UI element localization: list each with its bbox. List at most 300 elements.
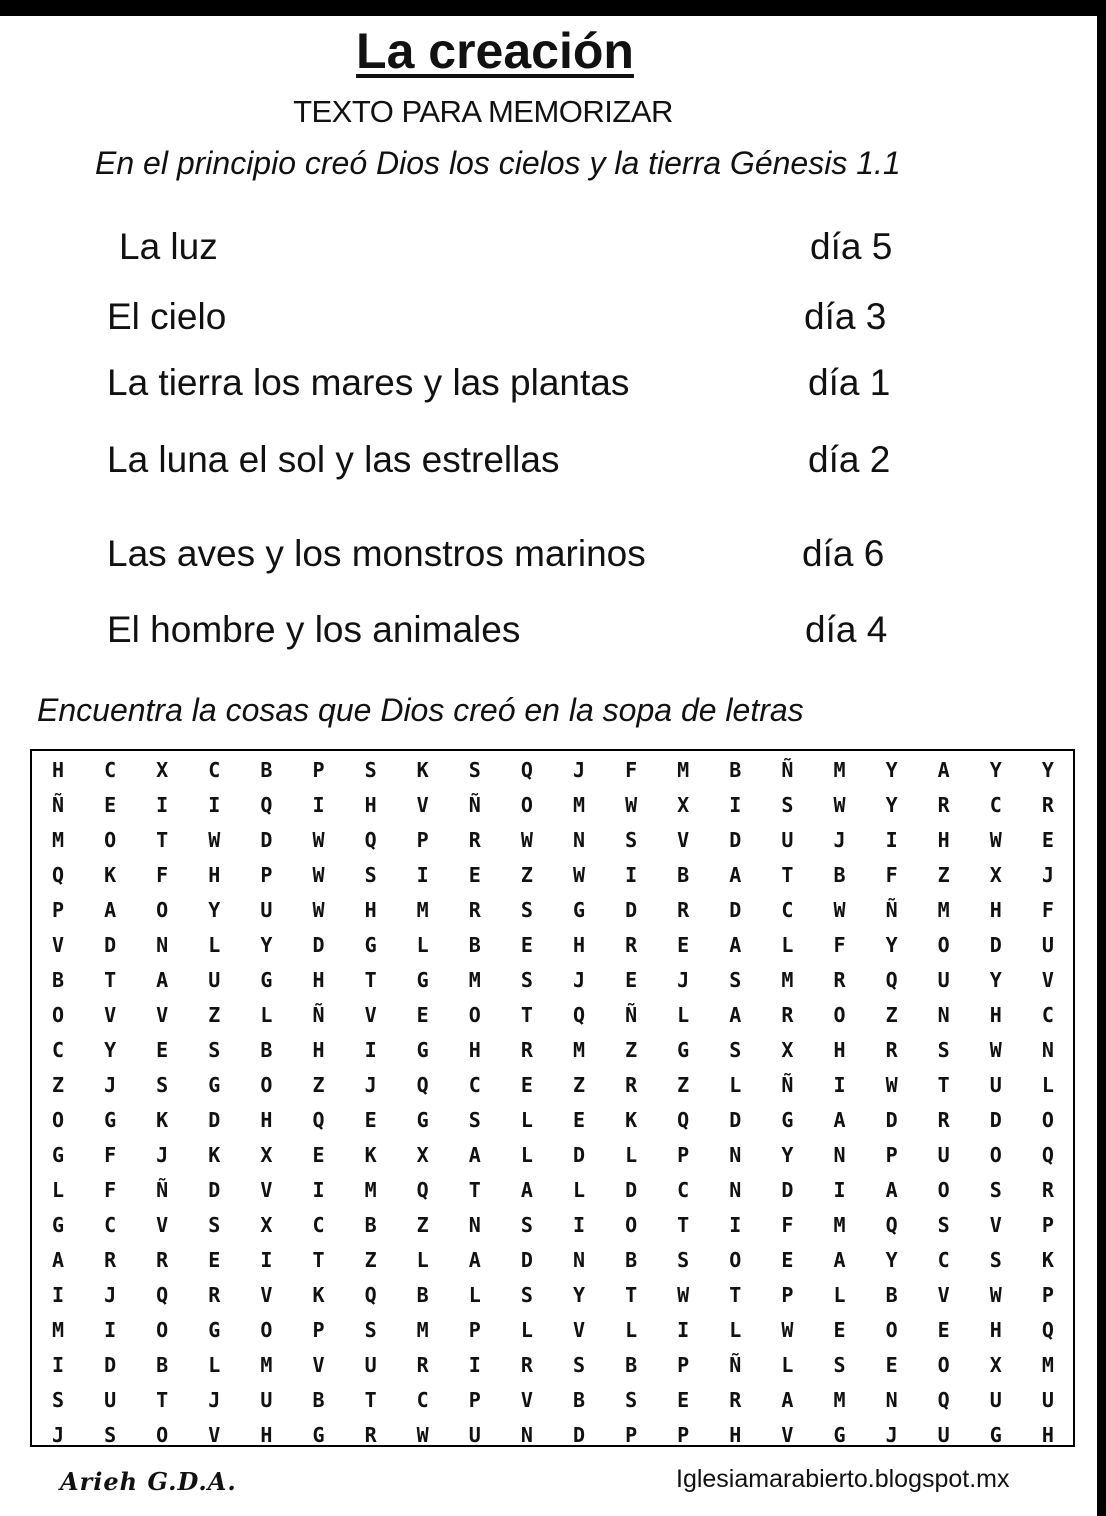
grid-letter: Y: [989, 968, 1002, 992]
grid-letter: H: [833, 1038, 846, 1062]
grid-letter: E: [625, 968, 638, 992]
grid-letter: W: [312, 828, 325, 852]
grid-letter: E: [885, 1353, 898, 1377]
grid-letter: J: [572, 968, 586, 992]
grid-letter: A: [468, 1143, 481, 1167]
grid-letter: Ñ: [625, 1003, 638, 1027]
grid-letter: G: [989, 1423, 1002, 1447]
grid-letter: I: [885, 828, 898, 852]
grid-row: [32, 753, 1073, 788]
grid-letter: H: [937, 828, 950, 852]
grid-letter: H: [51, 758, 65, 782]
grid-letter: M: [833, 758, 846, 782]
grid-letter: D: [104, 933, 117, 957]
grid-letter: Q: [416, 1073, 429, 1097]
grid-letter: B: [260, 1038, 273, 1062]
grid-letter: E: [833, 1318, 846, 1342]
grid-letter: J: [156, 1143, 169, 1167]
grid-letter: S: [833, 1353, 846, 1377]
grid-letter: S: [468, 758, 481, 782]
grid-letter: A: [520, 1178, 533, 1202]
grid-letter: H: [468, 1038, 481, 1062]
grid-letter: C: [312, 1213, 325, 1237]
grid-letter: X: [677, 793, 690, 817]
grid-letter: G: [51, 1213, 65, 1237]
grid-letter: C: [416, 1388, 429, 1412]
grid-letter: A: [104, 898, 117, 922]
grid-letter: A: [729, 863, 742, 887]
grid-letter: R: [468, 898, 481, 922]
grid-letter: B: [364, 1213, 377, 1237]
grid-letter: O: [468, 1003, 481, 1027]
grid-letter: F: [625, 758, 638, 782]
grid-letter: I: [51, 1353, 65, 1377]
grid-letter: Z: [572, 1073, 586, 1097]
match-row: [0, 609, 1106, 653]
grid-letter: G: [51, 1143, 65, 1167]
grid-letter: C: [51, 1038, 65, 1062]
grid-letter: C: [104, 1213, 117, 1237]
grid-letter: H: [989, 1003, 1002, 1027]
grid-letter: S: [208, 1038, 221, 1062]
grid-row: [32, 928, 1073, 963]
grid-letter: S: [937, 1038, 950, 1062]
grid-letter: R: [781, 1003, 794, 1027]
grid-letter: M: [781, 968, 794, 992]
grid-letter: M: [572, 793, 586, 817]
grid-letter: J: [885, 1423, 898, 1447]
grid-letter: A: [937, 758, 950, 782]
grid-letter: I: [416, 863, 429, 887]
grid-letter: N: [572, 1248, 586, 1272]
grid-letter: Ñ: [468, 793, 481, 817]
grid-letter: P: [1041, 1213, 1054, 1237]
grid-letter: G: [208, 1318, 221, 1342]
grid-letter: V: [208, 1423, 221, 1447]
grid-letter: R: [416, 1353, 429, 1377]
grid-letter: R: [625, 1073, 638, 1097]
grid-letter: S: [520, 898, 533, 922]
grid-letter: T: [625, 1283, 638, 1307]
grid-letter: D: [260, 828, 273, 852]
grid-letter: Ñ: [51, 793, 65, 817]
grid-letter: X: [989, 863, 1002, 887]
grid-letter: R: [625, 933, 638, 957]
grid-letter: L: [677, 1003, 690, 1027]
grid-letter: Ñ: [729, 1353, 742, 1377]
creation-day: día 1: [808, 362, 891, 403]
grid-letter: B: [468, 933, 481, 957]
grid-letter: S: [520, 968, 533, 992]
grid-row: [32, 1068, 1073, 1103]
grid-letter: Ñ: [781, 1073, 794, 1097]
grid-letter: P: [677, 1353, 690, 1377]
grid-letter: G: [208, 1073, 221, 1097]
grid-letter: Q: [937, 1388, 950, 1412]
grid-letter: N: [833, 1143, 846, 1167]
grid-letter: V: [364, 1003, 377, 1027]
grid-letter: U: [104, 1388, 117, 1412]
grid-letter: S: [729, 968, 742, 992]
grid-letter: R: [364, 1423, 377, 1447]
grid-letter: Q: [520, 758, 533, 782]
grid-letter: L: [781, 933, 794, 957]
grid-letter: R: [468, 828, 481, 852]
grid-letter: Q: [416, 1178, 429, 1202]
grid-letter: Z: [937, 863, 950, 887]
grid-letter: A: [156, 968, 169, 992]
grid-letter: D: [729, 1108, 742, 1132]
grid-letter: Y: [989, 758, 1002, 782]
grid-letter: W: [312, 863, 325, 887]
grid-letter: Z: [312, 1073, 325, 1097]
grid-letter: O: [833, 1003, 846, 1027]
grid-letter: E: [312, 1143, 325, 1167]
grid-row: [32, 1348, 1073, 1383]
grid-letter: I: [729, 793, 742, 817]
creation-item: La luz: [119, 226, 218, 267]
grid-letter: B: [885, 1283, 898, 1307]
grid-letter: W: [989, 1283, 1002, 1307]
grid-letter: D: [520, 1248, 533, 1272]
grid-letter: R: [677, 898, 690, 922]
grid-row: [32, 963, 1073, 998]
grid-letter: W: [312, 898, 325, 922]
grid-letter: B: [260, 758, 273, 782]
grid-row: [32, 1033, 1073, 1068]
grid-letter: A: [729, 1003, 742, 1027]
grid-letter: R: [1041, 1178, 1054, 1202]
grid-letter: V: [989, 1213, 1002, 1237]
grid-letter: K: [312, 1283, 325, 1307]
grid-letter: I: [572, 1213, 586, 1237]
grid-letter: Y: [781, 1143, 794, 1167]
grid-letter: Z: [625, 1038, 638, 1062]
grid-letter: F: [104, 1178, 117, 1202]
grid-letter: O: [937, 1178, 950, 1202]
grid-letter: T: [364, 1388, 377, 1412]
grid-letter: G: [260, 968, 273, 992]
grid-letter: J: [572, 758, 586, 782]
grid-letter: R: [937, 793, 950, 817]
grid-letter: L: [520, 1318, 533, 1342]
grid-letter: I: [364, 1038, 377, 1062]
grid-letter: L: [416, 933, 429, 957]
creation-day: día 3: [804, 296, 887, 337]
match-row: [0, 439, 1106, 483]
grid-letter: H: [312, 1038, 325, 1062]
memory-verse: En el principio creó Dios los cielos y la tierra Génesis 1.1: [95, 145, 901, 181]
grid-letter: M: [1041, 1353, 1054, 1377]
grid-letter: O: [104, 828, 117, 852]
grid-letter: W: [572, 863, 586, 887]
grid-letter: B: [312, 1388, 325, 1412]
grid-letter: E: [677, 1388, 690, 1412]
grid-letter: V: [937, 1283, 950, 1307]
grid-letter: R: [156, 1248, 169, 1272]
grid-letter: F: [885, 863, 898, 887]
grid-letter: D: [781, 1178, 794, 1202]
grid-letter: A: [51, 1248, 65, 1272]
grid-letter: V: [156, 1213, 169, 1237]
grid-letter: K: [1041, 1248, 1054, 1272]
grid-letter: Y: [885, 793, 898, 817]
grid-letter: B: [156, 1353, 169, 1377]
grid-letter: M: [833, 1213, 846, 1237]
grid-letter: X: [156, 758, 169, 782]
grid-letter: I: [104, 1318, 117, 1342]
grid-letter: J: [364, 1073, 377, 1097]
grid-letter: V: [520, 1388, 533, 1412]
grid-letter: C: [468, 1073, 481, 1097]
grid-letter: Ñ: [781, 758, 794, 782]
grid-letter: Q: [260, 793, 273, 817]
grid-letter: Q: [572, 1003, 586, 1027]
grid-letter: P: [677, 1423, 690, 1447]
grid-letter: Z: [51, 1073, 65, 1097]
grid-letter: W: [416, 1423, 429, 1447]
grid-letter: F: [833, 933, 846, 957]
grid-letter: M: [364, 1178, 377, 1202]
grid-letter: E: [781, 1248, 794, 1272]
grid-letter: R: [520, 1038, 533, 1062]
grid-letter: D: [885, 1108, 898, 1132]
grid-letter: K: [625, 1108, 638, 1132]
grid-letter: L: [416, 1248, 429, 1272]
grid-letter: R: [208, 1283, 221, 1307]
match-row: [0, 362, 1106, 406]
grid-letter: K: [156, 1108, 169, 1132]
grid-letter: Z: [208, 1003, 221, 1027]
grid-letter: O: [260, 1073, 273, 1097]
grid-letter: C: [937, 1248, 950, 1272]
grid-letter: S: [937, 1213, 950, 1237]
grid-letter: S: [781, 793, 794, 817]
grid-letter: P: [468, 1318, 481, 1342]
grid-letter: A: [468, 1248, 481, 1272]
grid-letter: S: [364, 863, 377, 887]
grid-letter: Y: [1041, 758, 1054, 782]
grid-letter: D: [989, 1108, 1002, 1132]
grid-letter: U: [937, 1423, 950, 1447]
grid-row: [32, 1138, 1073, 1173]
grid-letter: L: [729, 1318, 742, 1342]
creation-item: El cielo: [107, 296, 227, 337]
grid-row: [32, 1278, 1073, 1313]
grid-letter: I: [208, 793, 221, 817]
grid-letter: R: [104, 1248, 117, 1272]
grid-letter: C: [208, 758, 221, 782]
grid-letter: R: [833, 968, 846, 992]
match-row: [0, 296, 1106, 340]
grid-letter: U: [364, 1353, 377, 1377]
grid-letter: T: [156, 1388, 169, 1412]
grid-letter: W: [625, 793, 638, 817]
grid-letter: H: [260, 1423, 273, 1447]
grid-letter: X: [781, 1038, 794, 1062]
creation-item: Las aves y los monstros marinos: [107, 533, 646, 574]
grid-letter: T: [104, 968, 117, 992]
grid-letter: E: [1041, 828, 1054, 852]
grid-row: [32, 1313, 1073, 1348]
grid-letter: S: [156, 1073, 169, 1097]
grid-letter: L: [625, 1318, 638, 1342]
grid-letter: I: [625, 863, 638, 887]
grid-letter: E: [937, 1318, 950, 1342]
grid-letter: D: [572, 1423, 586, 1447]
grid-letter: E: [520, 933, 533, 957]
grid-letter: B: [572, 1388, 586, 1412]
grid-letter: P: [312, 758, 325, 782]
grid-letter: I: [312, 793, 325, 817]
grid-letter: E: [677, 933, 690, 957]
grid-letter: E: [208, 1248, 221, 1272]
grid-letter: G: [312, 1423, 325, 1447]
grid-letter: L: [572, 1178, 586, 1202]
grid-row: [32, 823, 1073, 858]
grid-letter: S: [208, 1213, 221, 1237]
grid-letter: U: [937, 968, 950, 992]
grid-letter: M: [416, 1318, 429, 1342]
grid-letter: J: [1041, 863, 1054, 887]
grid-letter: Q: [364, 1283, 377, 1307]
grid-letter: H: [1041, 1423, 1054, 1447]
grid-letter: J: [208, 1388, 221, 1412]
grid-letter: Z: [885, 1003, 898, 1027]
grid-letter: P: [312, 1318, 325, 1342]
grid-letter: G: [416, 968, 429, 992]
grid-letter: H: [729, 1423, 742, 1447]
grid-letter: L: [625, 1143, 638, 1167]
grid-letter: H: [208, 863, 221, 887]
grid-letter: U: [937, 1143, 950, 1167]
grid-letter: L: [729, 1073, 742, 1097]
grid-letter: U: [260, 898, 273, 922]
grid-letter: G: [104, 1108, 117, 1132]
grid-letter: V: [572, 1318, 586, 1342]
creation-day: día 4: [805, 609, 888, 650]
grid-letter: M: [51, 828, 65, 852]
grid-letter: B: [51, 968, 65, 992]
grid-letter: Y: [260, 933, 273, 957]
grid-letter: M: [416, 898, 429, 922]
grid-letter: V: [416, 793, 429, 817]
grid-letter: E: [156, 1038, 169, 1062]
grid-letter: M: [468, 968, 481, 992]
grid-letter: I: [51, 1283, 65, 1307]
grid-letter: F: [104, 1143, 117, 1167]
grid-letter: S: [572, 1353, 586, 1377]
grid-letter: R: [1041, 793, 1054, 817]
creation-day: día 2: [808, 439, 891, 480]
grid-letter: G: [833, 1423, 846, 1447]
grid-letter: N: [156, 933, 169, 957]
grid-letter: D: [312, 933, 325, 957]
grid-letter: W: [677, 1283, 690, 1307]
grid-letter: G: [677, 1038, 690, 1062]
grid-letter: E: [104, 793, 117, 817]
grid-row: [32, 1383, 1073, 1418]
grid-letter: O: [51, 1003, 65, 1027]
grid-letter: U: [208, 968, 221, 992]
grid-letter: W: [989, 1038, 1002, 1062]
grid-letter: L: [468, 1283, 481, 1307]
grid-row: [32, 788, 1073, 823]
grid-letter: P: [416, 828, 429, 852]
grid-letter: X: [260, 1143, 273, 1167]
grid-letter: U: [468, 1423, 481, 1447]
grid-letter: T: [364, 968, 377, 992]
grid-letter: L: [833, 1283, 846, 1307]
grid-letter: D: [104, 1353, 117, 1377]
grid-letter: V: [104, 1003, 117, 1027]
grid-letter: T: [937, 1073, 950, 1097]
grid-letter: W: [833, 898, 846, 922]
grid-letter: W: [208, 828, 221, 852]
grid-letter: Q: [51, 863, 65, 887]
grid-letter: Y: [208, 898, 221, 922]
grid-letter: Y: [885, 933, 898, 957]
grid-letter: B: [625, 1248, 638, 1272]
word-search-instruction: Encuentra la cosas que Dios creó en la sopa de letras: [37, 692, 804, 728]
grid-letter: V: [260, 1283, 273, 1307]
grid-letter: R: [885, 1038, 898, 1062]
grid-letter: H: [260, 1108, 273, 1132]
grid-letter: S: [364, 1318, 377, 1342]
grid-letter: Y: [885, 758, 898, 782]
grid-letter: J: [51, 1423, 65, 1447]
grid-letter: I: [833, 1073, 846, 1097]
grid-letter: V: [677, 828, 690, 852]
grid-letter: Q: [885, 968, 898, 992]
grid-letter: L: [208, 1353, 221, 1377]
grid-letter: A: [833, 1248, 846, 1272]
grid-letter: V: [781, 1423, 794, 1447]
grid-letter: M: [572, 1038, 586, 1062]
grid-letter: O: [260, 1318, 273, 1342]
grid-letter: H: [989, 1318, 1002, 1342]
grid-row: [32, 998, 1073, 1033]
grid-letter: W: [781, 1318, 794, 1342]
grid-letter: N: [1041, 1038, 1054, 1062]
grid-letter: U: [989, 1073, 1002, 1097]
grid-letter: L: [51, 1178, 65, 1202]
grid-letter: A: [833, 1108, 846, 1132]
grid-letter: V: [1041, 968, 1054, 992]
grid-letter: Q: [1041, 1318, 1054, 1342]
grid-letter: S: [677, 1248, 690, 1272]
grid-letter: K: [104, 863, 117, 887]
creation-item: El hombre y los animales: [107, 609, 521, 650]
grid-letter: H: [989, 898, 1002, 922]
grid-letter: M: [937, 898, 950, 922]
grid-letter: N: [937, 1003, 950, 1027]
grid-letter: E: [572, 1108, 586, 1132]
grid-letter: T: [781, 863, 794, 887]
grid-letter: W: [989, 828, 1002, 852]
page-title: La creación: [356, 23, 634, 79]
grid-letter: L: [260, 1003, 273, 1027]
grid-letter: V: [260, 1178, 273, 1202]
grid-letter: I: [677, 1318, 690, 1342]
grid-letter: X: [260, 1213, 273, 1237]
grid-letter: H: [364, 793, 377, 817]
grid-letter: S: [468, 1108, 481, 1132]
creation-day: día 5: [810, 226, 893, 267]
grid-letter: D: [729, 898, 742, 922]
grid-letter: H: [364, 898, 377, 922]
grid-letter: T: [312, 1248, 325, 1272]
